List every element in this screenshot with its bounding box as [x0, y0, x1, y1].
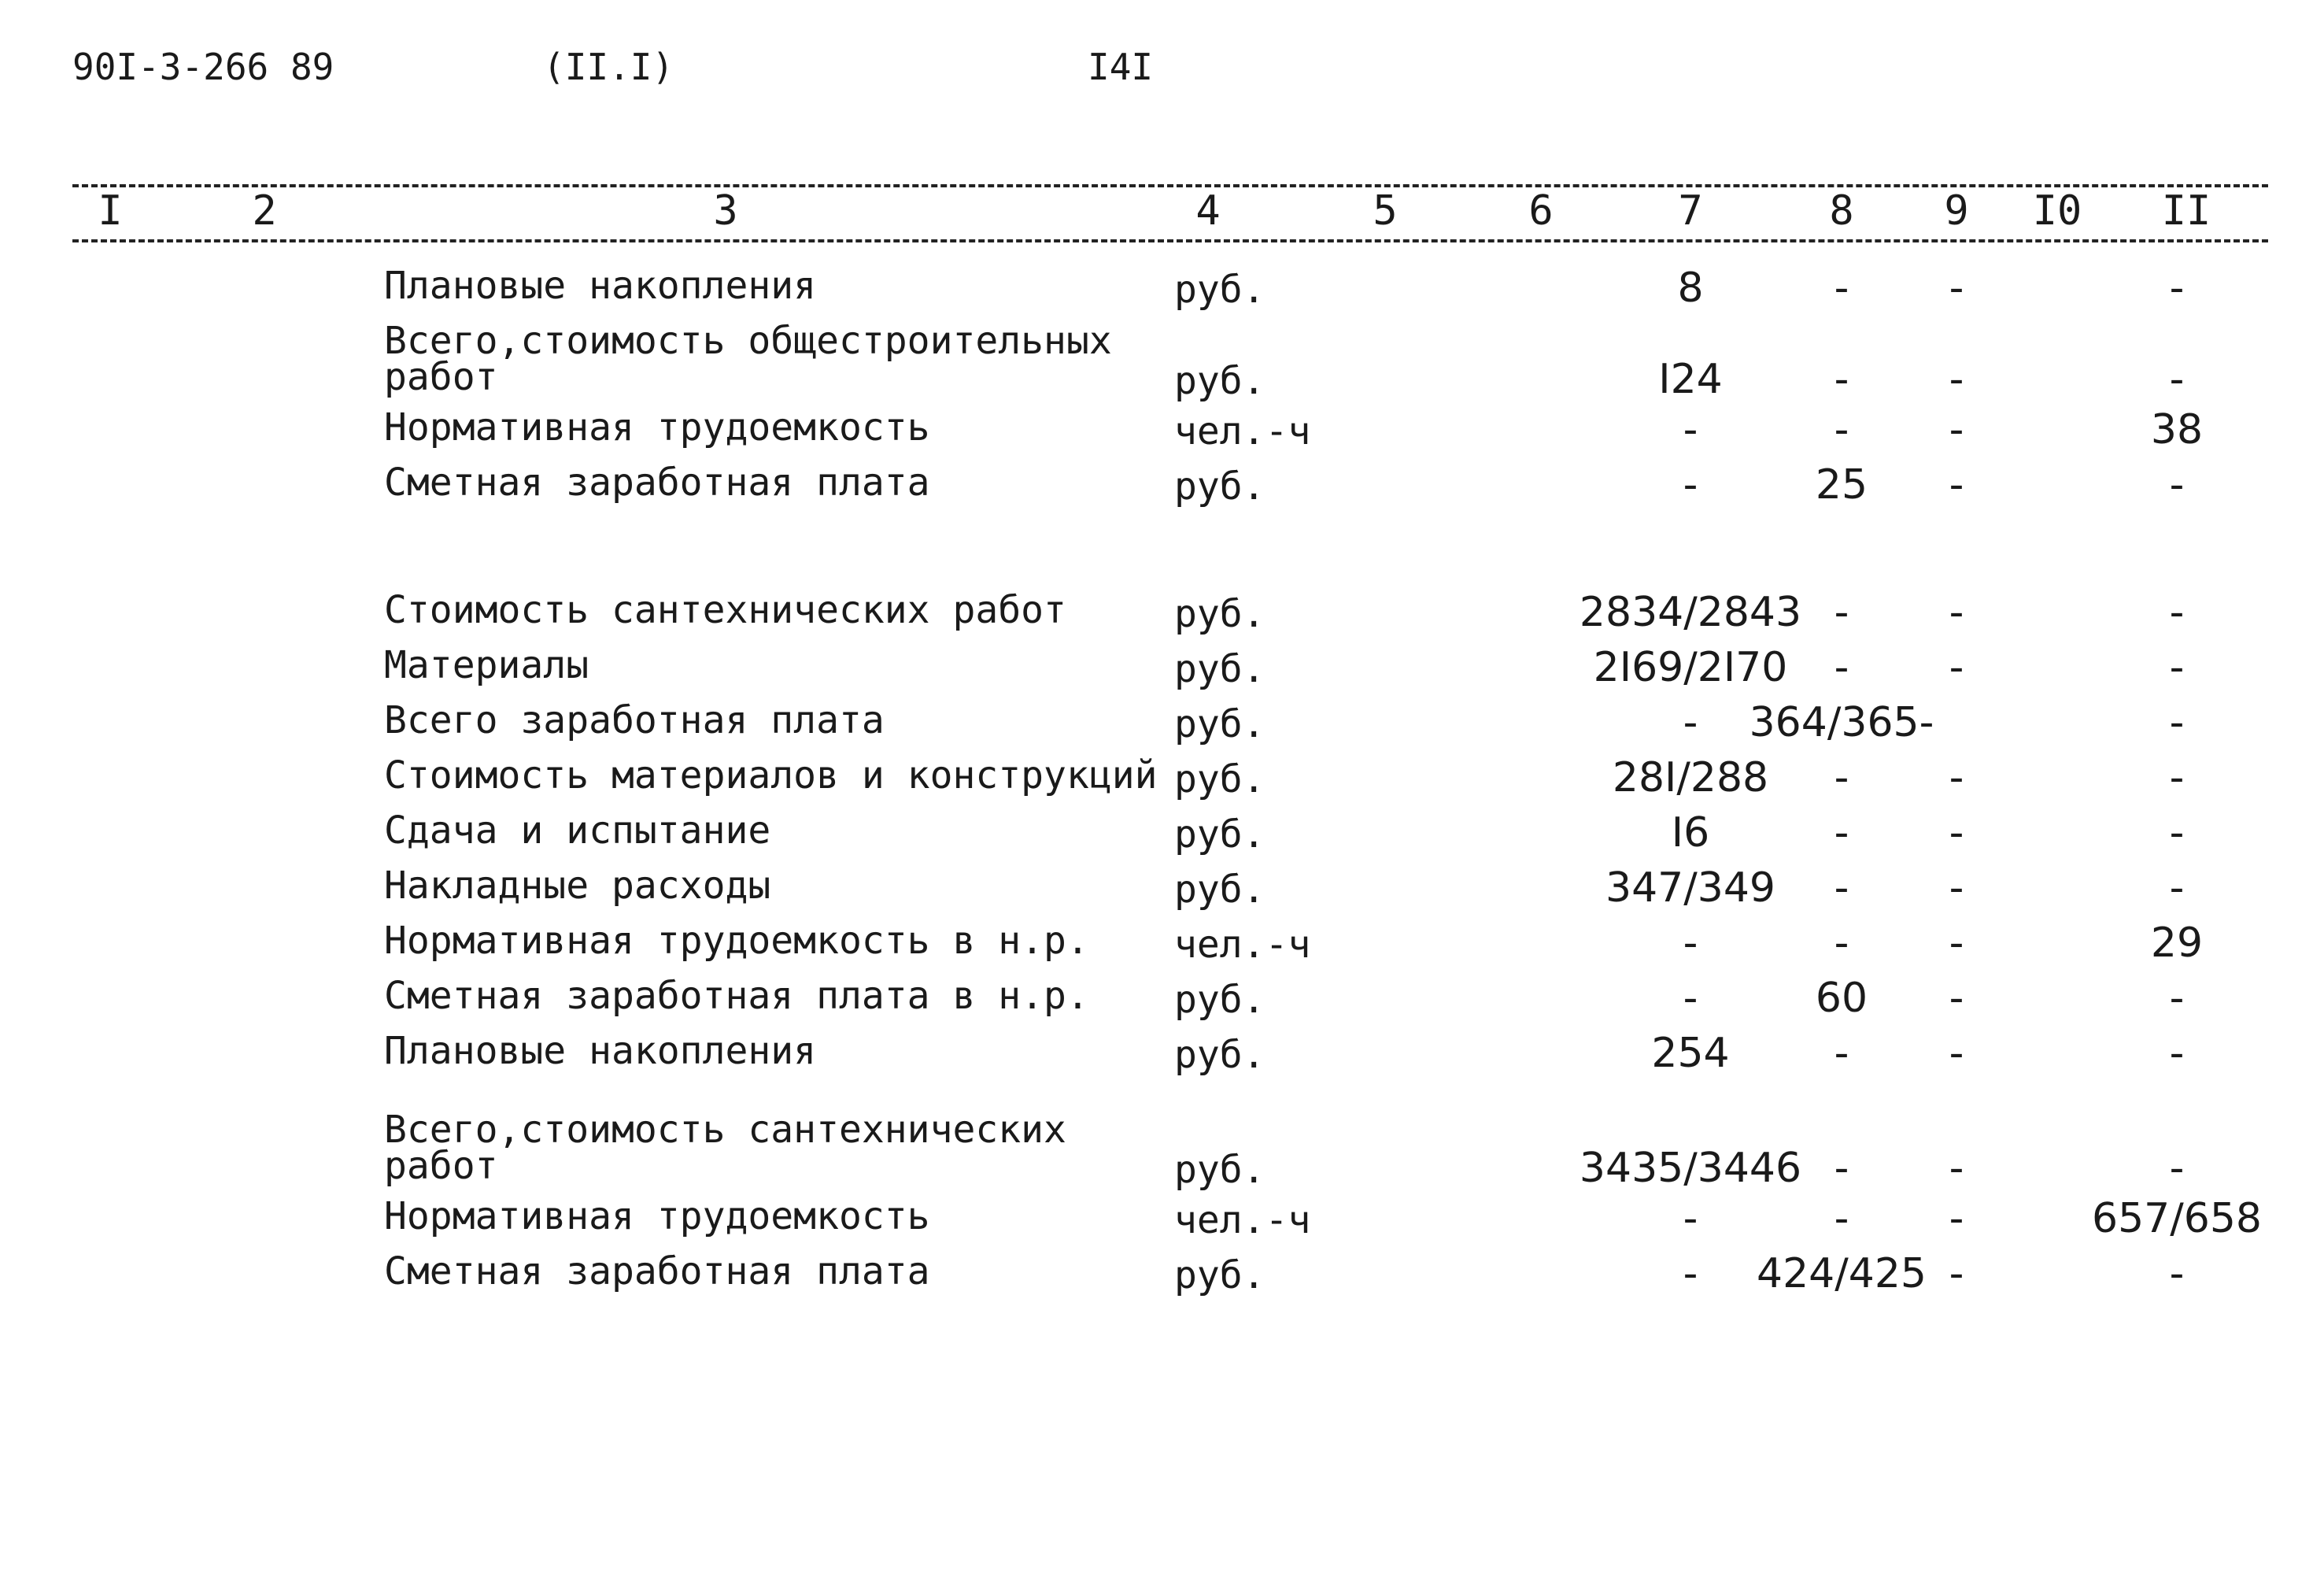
row-unit: руб.: [1174, 812, 1265, 857]
row-value-col-9: -: [1949, 920, 1964, 967]
row-label: Накладные расходы: [384, 864, 771, 908]
row-value-col-7: -: [1683, 1195, 1698, 1242]
row-value-col-9: -: [1949, 589, 1964, 636]
row-value-col-8: 364/365-: [1749, 699, 1934, 746]
row-value-col-9: -: [1949, 754, 1964, 801]
row-value-col-11: -: [2169, 589, 2185, 636]
column-number-11: II: [2161, 187, 2211, 235]
row-unit: руб.: [1174, 464, 1265, 509]
row-value-col-8: 25: [1815, 461, 1868, 509]
row-unit: руб.: [1174, 1253, 1265, 1297]
row-value-col-11: 657/658: [2091, 1195, 2263, 1242]
row-value-col-7: -: [1683, 406, 1698, 453]
row-unit: руб.: [1174, 978, 1265, 1022]
row-value-col-9: -: [1949, 1145, 1964, 1192]
row-value-col-8: 424/425: [1756, 1250, 1927, 1297]
row-value-col-7: 3435/3446: [1579, 1145, 1802, 1192]
row-value-col-11: -: [2169, 809, 2185, 857]
row-value-col-7: -: [1683, 1250, 1698, 1297]
column-number-8: 8: [1829, 187, 1854, 235]
row-unit: руб.: [1174, 757, 1265, 801]
row-label: Стоимость материалов и конструкций: [384, 753, 1158, 797]
row-label: Всего,стоимость общестроительных работ: [384, 319, 1112, 399]
row-unit: руб.: [1174, 868, 1265, 912]
row-value-col-11: -: [2169, 1145, 2185, 1192]
row-value-col-9: -: [1949, 406, 1964, 453]
column-number-5: 5: [1373, 187, 1398, 235]
row-value-col-11: -: [2169, 1250, 2185, 1297]
row-label: Плановые накопления: [384, 264, 817, 308]
row-value-col-7: 2I69/2I70: [1593, 644, 1788, 691]
row-value-col-9: -: [1949, 975, 1964, 1022]
row-value-col-11: -: [2169, 265, 2185, 312]
row-value-col-7: 254: [1651, 1030, 1730, 1077]
row-value-col-8: -: [1834, 1145, 1849, 1192]
row-value-col-8: -: [1834, 1030, 1849, 1077]
row-value-col-11: -: [2169, 754, 2185, 801]
row-value-col-7: -: [1683, 975, 1698, 1022]
row-value-col-8: -: [1834, 809, 1849, 857]
row-value-col-9: -: [1949, 644, 1964, 691]
row-unit: чел.-ч: [1174, 1198, 1311, 1242]
column-number-10: I0: [2032, 187, 2082, 235]
column-number-7: 7: [1678, 187, 1703, 235]
row-value-col-8: -: [1834, 589, 1849, 636]
row-value-col-11: -: [2169, 864, 2185, 912]
column-number-6: 6: [1528, 187, 1554, 235]
column-number-3: 3: [713, 187, 738, 235]
row-value-col-7: 28I/288: [1612, 754, 1769, 801]
row-value-col-8: -: [1834, 265, 1849, 312]
row-value-col-11: -: [2169, 975, 2185, 1022]
page-number: I4I: [1088, 46, 1154, 88]
row-unit: руб.: [1174, 702, 1265, 746]
row-label: Сметная заработная плата в н.р.: [384, 974, 1089, 1018]
row-value-col-11: -: [2169, 461, 2185, 509]
row-value-col-11: -: [2169, 644, 2185, 691]
row-value-col-8: -: [1834, 754, 1849, 801]
row-unit: чел.-ч: [1174, 923, 1311, 967]
row-value-col-7: I6: [1671, 809, 1710, 857]
row-label: Плановые накопления: [384, 1029, 817, 1073]
row-label: Сметная заработная плата: [384, 1249, 930, 1293]
row-label: Всего,стоимость сантехнических работ: [384, 1108, 1066, 1188]
row-value-col-7: 347/349: [1605, 864, 1776, 912]
row-value-col-11: -: [2169, 356, 2185, 403]
column-number-4: 4: [1195, 187, 1221, 235]
column-number-2: 2: [252, 187, 277, 235]
row-unit: руб.: [1174, 1033, 1265, 1077]
section-number: (II.I): [543, 46, 674, 88]
row-value-col-11: -: [2169, 1030, 2185, 1077]
row-value-col-9: -: [1949, 265, 1964, 312]
row-value-col-9: -: [1949, 1195, 1964, 1242]
row-value-col-8: -: [1834, 920, 1849, 967]
row-label: Сдача и испытание: [384, 809, 771, 853]
row-label: Всего заработная плата: [384, 698, 885, 742]
row-value-col-9: -: [1949, 809, 1964, 857]
row-value-col-8: -: [1834, 356, 1849, 403]
row-value-col-7: 2834/2843: [1579, 589, 1802, 636]
row-label: Нормативная трудоемкость: [384, 1194, 930, 1238]
row-value-col-8: -: [1834, 864, 1849, 912]
row-unit: руб.: [1174, 359, 1265, 403]
row-value-col-7: 8: [1677, 265, 1704, 312]
row-value-col-8: -: [1834, 1195, 1849, 1242]
row-unit: руб.: [1174, 647, 1265, 691]
row-unit: руб.: [1174, 592, 1265, 636]
row-value-col-9: -: [1949, 1250, 1964, 1297]
row-value-col-7: -: [1683, 920, 1698, 967]
row-value-col-9: -: [1949, 461, 1964, 509]
row-label: Нормативная трудоемкость: [384, 405, 930, 450]
column-number-1: I: [98, 187, 123, 235]
row-label: Стоимость сантехнических работ: [384, 588, 1066, 632]
row-value-col-11: 29: [2150, 920, 2204, 967]
row-label: Материалы: [384, 643, 589, 687]
row-value-col-7: I24: [1658, 356, 1723, 403]
row-value-col-8: -: [1834, 644, 1849, 691]
row-label: Нормативная трудоемкость в н.р.: [384, 919, 1089, 963]
column-number-9: 9: [1944, 187, 1969, 235]
row-value-col-8: 60: [1815, 975, 1868, 1022]
row-value-col-9: -: [1949, 864, 1964, 912]
column-header-bottom-rule: [72, 239, 2268, 242]
row-unit: руб.: [1174, 268, 1265, 312]
row-unit: руб.: [1174, 1148, 1265, 1192]
row-value-col-11: 38: [2150, 406, 2204, 453]
row-value-col-7: -: [1683, 461, 1698, 509]
row-value-col-7: -: [1683, 699, 1698, 746]
column-header-top-rule: [72, 184, 2268, 187]
row-value-col-11: -: [2169, 699, 2185, 746]
row-value-col-9: -: [1949, 1030, 1964, 1077]
row-unit: чел.-ч: [1174, 409, 1311, 453]
row-value-col-9: -: [1949, 356, 1964, 403]
document-code: 90I-3-266 89: [72, 46, 334, 88]
row-value-col-8: -: [1834, 406, 1849, 453]
row-label: Сметная заработная плата: [384, 461, 930, 505]
